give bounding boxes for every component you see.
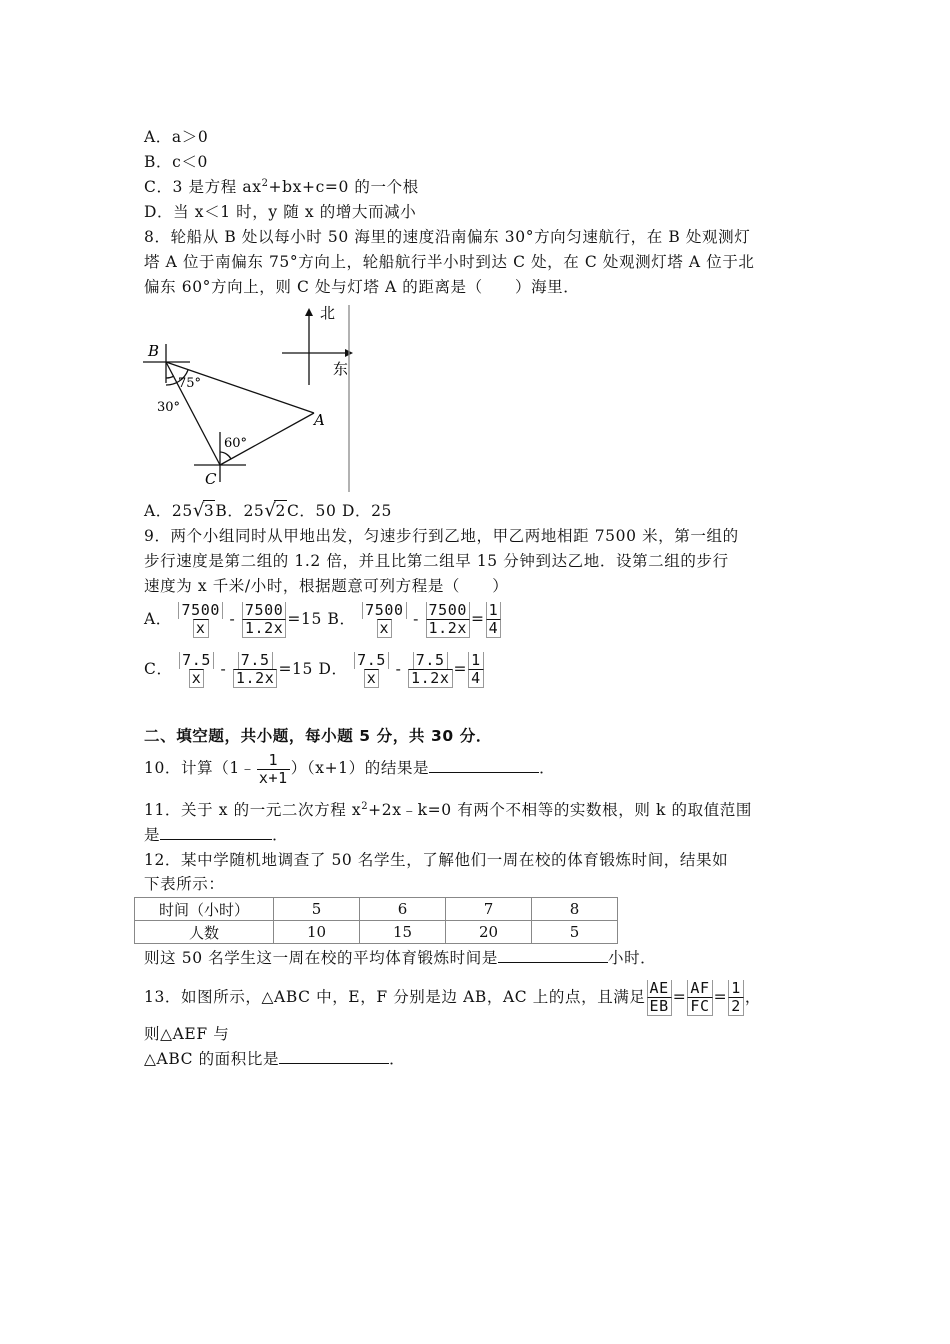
q11-text-line1: 11．关于 x 的一元二次方程 $x^2+2x﹣k=0$ 有两个不相等的实数根，则 k 的取值范围 [144, 800, 752, 819]
q10-answer-blank[interactable] [429, 758, 539, 773]
q7-option-d: D．当 x＜1 时，y 随 x 的增大而减小 [144, 203, 417, 221]
q7-option-a: A．a＞0 [144, 128, 209, 146]
angle-60-label: 60° [224, 436, 248, 451]
q10-text: 10．计算（1﹣ $\frac{1}{x+1}$ ）（x+1）的结果是 ． [144, 750, 556, 787]
table-cell: 人数 [135, 921, 274, 944]
table-cell: 5 [532, 921, 618, 944]
table-row [135, 921, 618, 944]
angle-30-label: 30° [157, 400, 181, 415]
north-label: 北 [320, 304, 336, 322]
q13-text-line2: 则△AEF 与 [144, 1025, 230, 1043]
q9-text-line1: 9．两个小组同时从甲地出发，匀速步行到乙地，甲乙两地相距 7500 米，第一组的 [144, 527, 739, 545]
table-cell: 15 [360, 921, 446, 944]
q12-text-line2: 下表所示： [144, 875, 225, 893]
table-cell: 8 [532, 898, 618, 921]
table-cell: 20 [446, 921, 532, 944]
q11-answer-blank[interactable] [160, 825, 272, 840]
table-cell: 6 [360, 898, 446, 921]
q8-navigation-figure [140, 300, 360, 495]
q9-text-line3: 速度为 x 千米/小时，根据题意可列方程是（ ） [144, 577, 509, 595]
point-a-label: A [314, 411, 325, 429]
q8-text-line1: 8．轮船从 B 处以每小时 50 海里的速度沿南偏东 30°方向匀速航行，在 B 处观测灯 [144, 228, 751, 246]
east-label: 东 [333, 360, 349, 378]
section2-heading: 二、填空题，共小题，每小题 5 分，共 30 分． [144, 727, 492, 745]
q12-answer-blank[interactable] [498, 948, 608, 963]
q8-text-line3: 偏东 60°方向上，则 C 处与灯塔 A 的距离是（ ）海里． [144, 278, 580, 296]
q7-option-b: B．c＜0 [144, 153, 208, 171]
q9-options-cd: C． $\frac{7.5}{x}$ - $\frac{7.5}{1.2x}$ =15 D． $\frac{7.5}{x}$ - $\frac{7.5}{1.2x}$ = $\frac{1}{4}$ [144, 650, 485, 688]
q12-after-text: 则这 50 名学生这一周在校的平均体育锻炼时间是 小时． [144, 949, 657, 967]
q13-text-line1: 13．如图所示，△ABC 中，E，F 分别是边 AB，AC 上的点，且满足 $\frac{AE}{EB}$ = $\frac{AF}{FC}$ = $\frac{1}{2}$ ， [144, 979, 761, 1015]
angle-75-label: 75° [178, 376, 202, 391]
q12-data-table [134, 897, 618, 944]
q9-text-line2: 步行速度是第二组的 1.2 倍，并且比第二组早 15 分钟到达乙地．设第二组的步行 [144, 552, 729, 570]
q13-answer-blank[interactable] [279, 1049, 389, 1064]
q8-options: A．25√3B．25√2C．50 D．25 [144, 500, 393, 521]
table-row [135, 898, 618, 921]
q9-options-ab: A． $\frac{7500}{x}$ - $\frac{7500}{1.2x}$ =15 B． $\frac{7500}{x}$ - $\frac{7500}{1.2x}$ = $\frac{1}{4}$ [144, 600, 502, 638]
table-cell: 5 [274, 898, 360, 921]
table-cell: 10 [274, 921, 360, 944]
table-cell: 时间（小时） [135, 898, 274, 921]
table-cell: 7 [446, 898, 532, 921]
q13-text-line3: △ABC 的面积比是 ． [144, 1050, 406, 1068]
q7-option-c: C．3 是方程 $ax^2+bx+c=0$ 的一个根 [144, 177, 419, 196]
q8-text-line2: 塔 A 位于南偏东 75°方向上，轮船航行半小时到达 C 处，在 C 处观测灯塔 A 位于北 [144, 253, 755, 271]
point-c-label: C [205, 470, 217, 488]
q11-text-line2: 是 ． [144, 826, 289, 844]
point-b-label: B [148, 342, 160, 360]
q12-text-line1: 12．某中学随机地调查了 50 名学生，了解他们一周在校的体育锻炼时间，结果如 [144, 851, 729, 869]
